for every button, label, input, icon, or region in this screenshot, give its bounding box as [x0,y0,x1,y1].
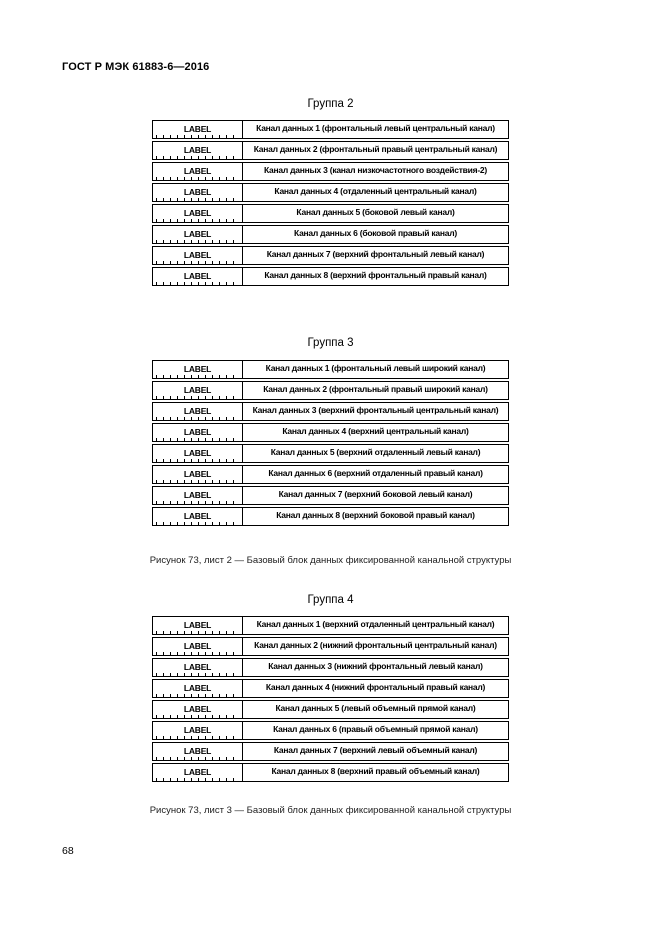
group-4-table [152,616,509,784]
row-label-cell [153,764,243,781]
row-label-cell [153,403,243,420]
bit-ticks [156,219,239,222]
row-label-cell [153,205,243,222]
row-label-cell [153,680,243,697]
table-row [152,162,509,181]
channel-description: Канал данных 6 (верхний отдаленный правый канал) [268,468,483,478]
table-row [152,507,509,526]
bit-ticks [156,522,239,525]
channel-description: Канал данных 2 (нижний фронтальный центральный канал) [254,640,497,650]
table-row [152,183,509,202]
table-row [152,204,509,223]
bit-ticks [156,282,239,285]
row-label-cell [153,268,243,285]
label-text: LABEL [183,662,212,672]
table-row [152,225,509,244]
channel-description: Канал данных 7 (верхний боковой левый канал) [278,489,473,499]
bit-ticks [156,198,239,201]
table-row [152,246,509,265]
table-row [152,360,509,379]
label-text: LABEL [183,427,212,437]
figure-caption-sheet-3: Рисунок 73, лист 3 — Базовый блок данных фиксированной канальной структуры [149,805,512,816]
group-3-title: Группа 3 [307,337,354,349]
row-label-cell [153,743,243,760]
bit-ticks [156,417,239,420]
table-row [152,381,509,400]
channel-description: Канал данных 1 (верхний отдаленный центральный канал) [256,619,495,629]
bit-ticks [156,480,239,483]
bit-ticks [156,375,239,378]
group-2-table [152,120,509,288]
label-text: LABEL [183,166,212,176]
row-label-cell [153,466,243,483]
label-text: LABEL [183,364,212,374]
bit-ticks [156,177,239,180]
row-label-cell [153,163,243,180]
figure-caption-sheet-2: Рисунок 73, лист 2 — Базовый блок данных фиксированной канальной структуры [149,555,512,566]
label-text: LABEL [183,511,212,521]
channel-description: Канал данных 4 (верхний центральный канал) [282,426,469,436]
bit-ticks [156,757,239,760]
row-label-cell [153,121,243,138]
bit-ticks [156,156,239,159]
row-label-cell [153,701,243,718]
channel-description: Канал данных 3 (нижний фронтальный левый канал) [268,661,483,671]
channel-description: Канал данных 5 (верхний отдаленный левый канал) [270,447,481,457]
row-label-cell [153,247,243,264]
label-text: LABEL [183,385,212,395]
label-text: LABEL [183,620,212,630]
bit-ticks [156,261,239,264]
row-label-cell [153,424,243,441]
label-text: LABEL [183,683,212,693]
row-label-cell [153,617,243,634]
label-text: LABEL [183,448,212,458]
row-label-cell [153,226,243,243]
group-2-title: Группа 2 [307,98,354,110]
label-text: LABEL [183,490,212,500]
row-label-cell [153,659,243,676]
channel-description: Канал данных 2 (фронтальный правый широкий канал) [263,384,488,394]
row-label-cell [153,722,243,739]
group-3-table [152,360,509,528]
table-row [152,402,509,421]
channel-description: Канал данных 6 (боковой правый канал) [294,228,457,238]
bit-ticks [156,694,239,697]
label-text: LABEL [183,187,212,197]
label-text: LABEL [183,124,212,134]
bit-ticks [156,459,239,462]
label-text: LABEL [183,704,212,714]
bit-ticks [156,673,239,676]
channel-description: Канал данных 4 (отдаленный центральный канал) [274,186,477,196]
channel-description: Канал данных 4 (нижний фронтальный правый канал) [265,682,486,692]
label-text: LABEL [183,641,212,651]
label-text: LABEL [183,746,212,756]
table-row [152,465,509,484]
bit-ticks [156,631,239,634]
row-label-cell [153,382,243,399]
table-row [152,486,509,505]
bit-ticks [156,501,239,504]
label-text: LABEL [183,271,212,281]
row-label-cell [153,361,243,378]
channel-description: Канал данных 3 (верхний фронтальный центральный канал) [252,405,499,415]
channel-description: Канал данных 7 (верхний левый объемный канал) [273,745,478,755]
document-header: ГОСТ Р МЭК 61883-6—2016 [62,61,210,73]
group-4-title: Группа 4 [307,594,354,606]
table-row [152,141,509,160]
row-label-cell [153,638,243,655]
table-row [152,763,509,782]
channel-description: Канал данных 1 (фронтальный левый центральный канал) [256,123,495,133]
bit-ticks [156,438,239,441]
table-row [152,721,509,740]
table-row [152,423,509,442]
channel-description: Канал данных 6 (правый объемный прямой канал) [273,724,478,734]
label-text: LABEL [183,767,212,777]
table-row [152,267,509,286]
label-text: LABEL [183,406,212,416]
label-text: LABEL [183,145,212,155]
table-row [152,120,509,139]
label-text: LABEL [183,229,212,239]
row-label-cell [153,142,243,159]
label-text: LABEL [183,208,212,218]
table-row [152,679,509,698]
bit-ticks [156,778,239,781]
channel-description: Канал данных 8 (верхний боковой правый канал) [276,510,475,520]
row-label-cell [153,184,243,201]
table-row [152,637,509,656]
row-label-cell [153,487,243,504]
label-text: LABEL [183,469,212,479]
bit-ticks [156,715,239,718]
table-row [152,742,509,761]
bit-ticks [156,736,239,739]
bit-ticks [156,652,239,655]
label-text: LABEL [183,250,212,260]
row-label-cell [153,445,243,462]
channel-description: Канал данных 7 (верхний фронтальный левый канал) [266,249,485,259]
table-row [152,700,509,719]
table-row [152,658,509,677]
label-text: LABEL [183,725,212,735]
channel-description: Канал данных 1 (фронтальный левый широкий канал) [265,363,486,373]
channel-description: Канал данных 5 (левый объемный прямой канал) [275,703,476,713]
bit-ticks [156,240,239,243]
channel-description: Канал данных 8 (верхний правый объемный канал) [271,766,480,776]
channel-description: Канал данных 3 (канал низкочастотного воздействия-2) [264,165,487,175]
channel-description: Канал данных 8 (верхний фронтальный правый канал) [264,270,487,280]
bit-ticks [156,396,239,399]
channel-description: Канал данных 2 (фронтальный правый центральный канал) [253,144,498,154]
table-row [152,616,509,635]
table-row [152,444,509,463]
row-label-cell [153,508,243,525]
page-number: 68 [62,845,74,857]
bit-ticks [156,135,239,138]
channel-description: Канал данных 5 (боковой левый канал) [296,207,455,217]
